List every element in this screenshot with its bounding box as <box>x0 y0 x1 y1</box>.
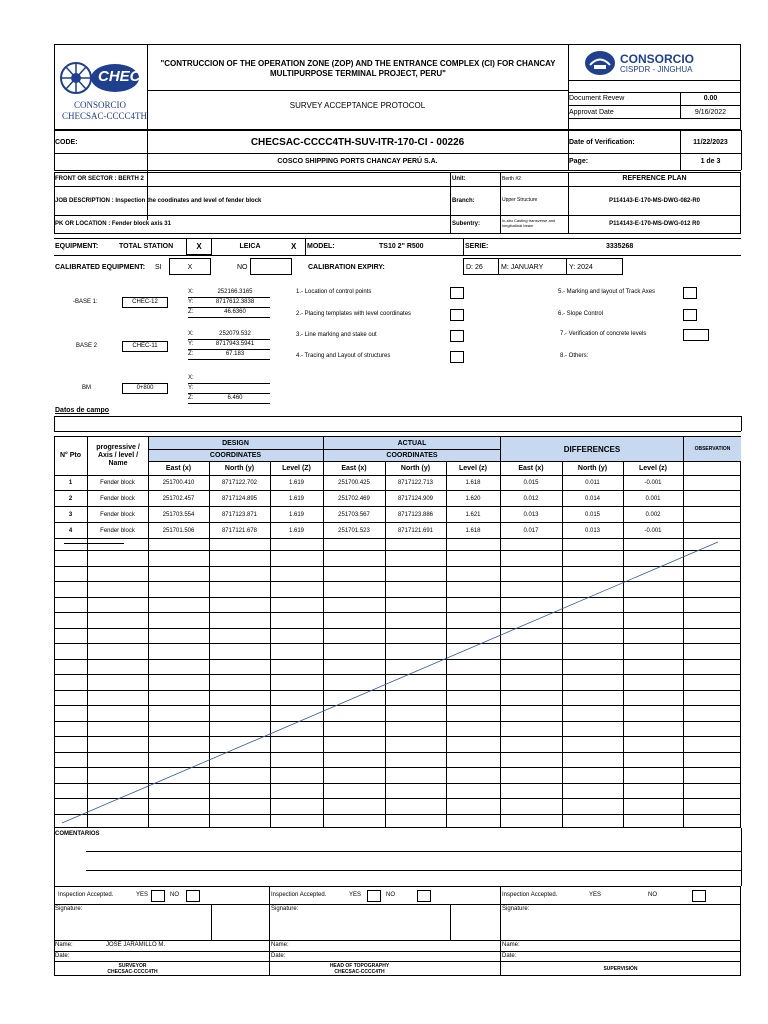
base-block-bm <box>60 373 290 405</box>
task-3-checkbox[interactable] <box>450 330 464 342</box>
reference-plan-2: P114143-E-170-MS-DWG-012 R0 <box>609 221 700 227</box>
chec-logo <box>58 58 148 122</box>
actual-east-cell: 251700.425 <box>338 480 370 486</box>
no-checkbox-3[interactable] <box>692 890 706 902</box>
diff-east-cell: 0.013 <box>523 512 539 518</box>
code-value: CHECSAC-CCCC4TH-SUV-ITR-170-CI - 00226 <box>250 137 465 148</box>
diff-north-cell: 0.014 <box>584 496 600 502</box>
base-2-x: 252079.532 <box>219 331 251 337</box>
design-east-cell: 251701.506 <box>162 528 195 534</box>
differences-header: DIFFERENCES <box>563 445 621 454</box>
protocol-title: SURVEY ACCEPTANCE PROTOCOL <box>289 101 426 110</box>
actual-header: ACTUAL <box>397 440 427 447</box>
role-head-topography: HEAD OF TOPOGRAPHY <box>329 963 390 969</box>
design-header: DESIGN <box>222 440 249 447</box>
page-value: 1 de 3 <box>700 158 721 165</box>
page-label: Page: <box>569 158 589 165</box>
actual-east-cell: 251703.567 <box>338 512 370 518</box>
calibrated-no: NO <box>237 264 248 271</box>
base-block-2 <box>60 329 290 361</box>
base-1-y: 8717612.3838 <box>215 299 255 305</box>
name-label-2: Name: <box>271 942 289 948</box>
org-head-topography: CHECSAC-CCCC4TH <box>334 969 385 975</box>
project-title: "CONTRUCCION OF THE OPERATION ZONE (ZOP) AND THE ENTRANCE COMPLEX (CI) FOR CHANCAY MULTIPURPOSE TERMINAL PROJECT, PERU" <box>160 59 556 78</box>
equipment-label: EQUIPMENT: <box>55 243 99 250</box>
diff-east-cell: 0.012 <box>523 496 539 502</box>
date-label-2: Date: <box>271 953 286 959</box>
equipment-mark-1: X <box>196 242 202 251</box>
actual-east: East (x) <box>341 465 367 472</box>
no-label-3: NO <box>648 892 657 898</box>
consorcio-logo <box>584 50 724 78</box>
calibrated-si-mark: X <box>187 264 193 271</box>
job-description: JOB DESCRIPTION : Inspection the coodinates and level of fender block <box>55 198 262 204</box>
model-label: MODEL: <box>307 243 335 250</box>
design-level-cell: 1.619 <box>288 480 304 486</box>
expiry-month: M: JANUARY <box>501 264 544 271</box>
y-label: Y: <box>188 341 194 347</box>
design-east-cell: 251702.457 <box>162 496 195 502</box>
diff-north: North (y) <box>577 465 608 472</box>
subentry-value: In-situ Casting transverse and longitudinal beam <box>502 218 556 228</box>
no-label-1: NO <box>170 892 179 898</box>
design-level-cell: 1.619 <box>288 512 304 518</box>
diff-level: Level (z) <box>638 465 667 472</box>
x-label: X: <box>188 289 194 295</box>
diff-north-cell: 0.015 <box>584 512 600 518</box>
calibrated-no-box[interactable] <box>250 258 292 275</box>
actual-east-cell: 251702.469 <box>338 496 370 502</box>
equipment-brand: LEICA <box>239 243 261 250</box>
base-1-name: CHEC-12 <box>132 299 158 305</box>
actual-north-cell: 8717121.691 <box>397 528 434 534</box>
client-name: COSCO SHIPPING PORTS CHANCAY PERÚ S.A. <box>277 158 438 165</box>
no-checkbox-1[interactable] <box>186 890 200 902</box>
point-number-cell: 4 <box>68 528 73 534</box>
col-npto: N° Pto <box>59 452 82 459</box>
name-label-1: Name: <box>55 942 73 948</box>
yes-label-1: YES <box>136 892 149 898</box>
reference-plan-label: REFERENCE PLAN <box>622 175 687 182</box>
signature-label-3: Signature: <box>502 906 530 912</box>
design-north-cell: 8717123.871 <box>221 512 258 518</box>
task-1: 1.- Location of control points <box>296 289 372 295</box>
diff-level-cell: -0.001 <box>644 528 662 534</box>
design-east: East (x) <box>165 465 192 472</box>
inspection-accepted-2: Inspection Accepted. <box>271 892 327 898</box>
yes-label-3: YES <box>589 892 602 898</box>
actual-level-cell: 1.618 <box>465 480 481 486</box>
diff-east: East (x) <box>518 465 544 472</box>
z-label: Z: <box>188 395 194 401</box>
document-review-value: 0.00 <box>703 95 718 102</box>
point-number-cell: 1 <box>68 480 73 486</box>
date-label-3: Date: <box>502 953 517 959</box>
inspection-accepted-3: Inspection Accepted. <box>502 892 558 898</box>
design-north-cell: 8717122.702 <box>221 480 258 486</box>
base-2-z: 67.183 <box>225 351 245 357</box>
task-3: 3.- Line marking and stake out <box>296 332 377 338</box>
bm-z: 6.460 <box>227 395 243 401</box>
point-name-cell: Fender block <box>100 528 135 534</box>
verification-date-value: 11/22/2023 <box>693 139 728 146</box>
diff-east-cell: 0.017 <box>523 528 539 534</box>
task-7-checkbox[interactable] <box>683 329 709 341</box>
unit-label: Unit: <box>452 176 466 182</box>
comments-label: COMENTARIOS <box>55 831 100 837</box>
document-review-label: Document Revew <box>569 95 625 102</box>
y-label: Y: <box>188 299 194 305</box>
design-level-cell: 1.619 <box>288 528 304 534</box>
base-block-1 <box>60 287 290 319</box>
actual-level-cell: 1.621 <box>465 512 481 518</box>
expiry-label: CALIBRATION EXPIRY: <box>308 264 385 271</box>
observation-header: OBSERVATION <box>694 446 731 452</box>
base-1-x: 252166.3165 <box>217 289 253 295</box>
consorcio-logo-sub: CISPDR - JINGHUA <box>620 65 693 74</box>
design-level-cell: 1.619 <box>288 496 304 502</box>
z-label: Z: <box>188 309 194 315</box>
task-2: 2.- Placing templates with level coordinates <box>296 311 412 317</box>
actual-north-cell: 8717122.713 <box>397 480 434 486</box>
task-5-checkbox[interactable] <box>683 287 697 299</box>
serie-value: 3335268 <box>606 243 634 250</box>
design-coordinates: COORDINATES <box>209 452 262 459</box>
task-7: 7.- Verification of concrete levels <box>560 331 647 337</box>
expiry-day: D: 26 <box>466 264 483 271</box>
point-name-cell: Fender block <box>100 512 135 518</box>
surveyor-name: JOSE JARAMILLO M. <box>106 942 166 948</box>
branch-value: Upper Structure <box>502 197 538 203</box>
design-level: Level (Z) <box>282 465 311 472</box>
task-1-checkbox[interactable] <box>450 287 464 299</box>
approval-date-value: 9/16/2022 <box>694 109 727 116</box>
y-label: Y: <box>188 385 194 391</box>
no-checkbox-2[interactable] <box>417 890 431 902</box>
task-8: 8.- Others: <box>560 353 589 359</box>
base-1-label: -BASE 1: <box>73 299 98 305</box>
actual-level: Level (z) <box>458 465 487 472</box>
signature-label-2: Signature: <box>271 906 299 912</box>
col-progressive: progressive / Axis / level / Name <box>96 444 140 467</box>
diff-level-cell: -0.001 <box>644 480 662 486</box>
calibrated-si: SI <box>155 264 162 271</box>
diff-east-cell: 0.015 <box>523 480 539 486</box>
x-label: X: <box>188 331 194 337</box>
actual-level-cell: 1.620 <box>465 496 481 502</box>
x-label: X: <box>188 375 194 381</box>
point-number-cell: 3 <box>68 512 73 518</box>
yes-label-2: YES <box>349 892 362 898</box>
actual-north-cell: 8717123.886 <box>397 512 434 518</box>
expiry-year: Y: 2024 <box>569 264 593 271</box>
design-east-cell: 251703.554 <box>162 512 195 518</box>
chec-logo-text: CHEC <box>98 68 141 85</box>
task-5: 5.- Marking and layout of Track Axes <box>558 289 656 295</box>
diff-north-cell: 0.011 <box>585 480 600 486</box>
yes-checkbox-2[interactable] <box>367 890 381 902</box>
base-1-z: 46.6360 <box>224 309 246 315</box>
consorcio-logo-text: CONSORCIO <box>620 52 695 66</box>
subentry-label: Subentry: <box>452 221 481 227</box>
front-sector: FRONT OR SECTOR : BERTH 2 <box>55 176 144 182</box>
z-label: Z: <box>188 351 194 357</box>
diff-level-cell: 0.001 <box>645 496 661 502</box>
actual-level-cell: 1.618 <box>465 528 481 534</box>
task-2-checkbox[interactable] <box>450 309 464 321</box>
base-2-label: BASE 2 <box>76 343 98 349</box>
actual-east-cell: 251701.523 <box>338 528 370 534</box>
branch-label: Branch: <box>452 198 475 204</box>
task-6-checkbox[interactable] <box>683 309 697 321</box>
org-surveyor: CHECSAC-CCCC4TH <box>107 969 158 975</box>
no-label-2: NO <box>386 892 395 898</box>
diff-level-cell: 0.002 <box>645 512 661 518</box>
datos-de-campo: Datos de campo <box>55 407 110 414</box>
task-6: 6.- Slope Control <box>558 311 604 317</box>
task-4-checkbox[interactable] <box>450 351 464 363</box>
design-north: North (y) <box>224 465 255 472</box>
point-name-cell: Fender block <box>100 480 135 486</box>
date-label-1: Date: <box>55 953 70 959</box>
design-north-cell: 8717121.678 <box>221 528 258 534</box>
bm-label: BM <box>82 385 91 391</box>
equipment-type: TOTAL STATION <box>119 243 174 250</box>
verification-date-label: Date of Verification: <box>569 139 635 146</box>
model-value: TS10 2" R500 <box>379 243 424 250</box>
approval-date-label: Approvat Date <box>569 109 614 116</box>
point-name-cell: Fender block <box>100 496 135 502</box>
serie-label: SERIE: <box>465 243 489 250</box>
role-surveyor: SURVEYOR <box>118 963 147 969</box>
actual-north: North (y) <box>400 465 431 472</box>
equipment-mark-2: X <box>291 242 297 251</box>
code-label: CODE: <box>55 139 78 146</box>
cancel-diagonal-line <box>54 536 741 828</box>
design-north-cell: 8717124.895 <box>221 496 258 502</box>
role-supervision: SUPERVISIÓN <box>603 966 638 972</box>
inspection-accepted-1: Inspection Accepted. <box>58 892 114 898</box>
unit-value: Berth #2 <box>502 176 521 182</box>
signature-label-1: Signature: <box>55 906 83 912</box>
point-number-cell: 2 <box>68 496 73 502</box>
actual-north-cell: 8717124.909 <box>397 496 434 502</box>
chec-caption-2: CHECSAC-CCCC4TH <box>62 111 148 121</box>
name-label-3: Name: <box>502 942 520 948</box>
reference-plan-1: P114143-E-170-MS-DWG-082-R0 <box>608 198 701 204</box>
yes-checkbox-1[interactable] <box>151 890 165 902</box>
base-2-name: CHEC-11 <box>132 343 158 349</box>
task-4: 4.- Tracing and Layout of structures <box>296 353 391 359</box>
design-east-cell: 251700.410 <box>162 480 195 486</box>
chec-caption-1: CONSORCIO <box>74 100 127 110</box>
pk-location: PK OR LOCATION : Fender block axis 31 <box>55 221 171 227</box>
diff-north-cell: 0.013 <box>584 528 600 534</box>
bm-name: 0+800 <box>136 385 154 391</box>
calibrated-label: CALIBRATED EQUIPMENT: <box>55 264 146 271</box>
actual-coordinates: COORDINATES <box>386 452 438 459</box>
base-2-y: 8717943.5941 <box>215 341 255 347</box>
